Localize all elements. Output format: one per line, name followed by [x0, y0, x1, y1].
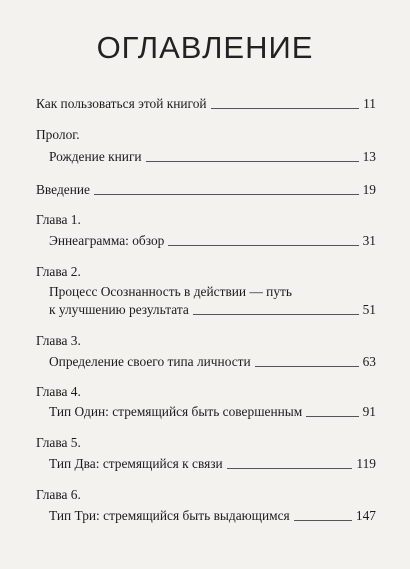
toc-page-number: 91: [362, 404, 376, 419]
toc-entry-title: Эннеаграмма: обзор: [49, 233, 165, 248]
toc-chapter-heading: Глава 6.: [36, 487, 81, 502]
dot-leader: [211, 108, 360, 109]
toc-page-number: 11: [363, 96, 376, 111]
toc-chapter-heading: Глава 1.: [36, 212, 81, 227]
toc-page-number: 19: [362, 182, 376, 197]
toc-page-number: 147: [355, 508, 376, 523]
toc-entry-title: Рождение книги: [49, 149, 142, 164]
toc-entry-title: Определение своего типа личности: [49, 354, 251, 369]
toc-chapter-heading: Глава 2.: [36, 264, 81, 279]
toc-page-number: 13: [362, 149, 376, 164]
dot-leader: [146, 161, 359, 162]
toc-chapter-heading: Глава 3.: [36, 333, 81, 348]
dot-leader: [255, 366, 359, 367]
toc-entry: [36, 182, 376, 198]
toc-page-number: 119: [356, 456, 376, 471]
toc-entry: [49, 456, 376, 472]
toc-entry-title: Введение: [36, 182, 90, 197]
toc-entry: [49, 233, 376, 249]
toc-entry-title: к улучшению результата: [49, 302, 189, 317]
dot-leader: [306, 416, 358, 417]
toc-page-number: 63: [362, 354, 376, 369]
toc-entry-title: Тип Два: стремящийся к связи: [49, 456, 223, 471]
toc-chapter-heading: Глава 4.: [36, 384, 81, 399]
toc-entry: [49, 354, 376, 370]
toc-entry: [36, 96, 376, 112]
dot-leader: [94, 194, 359, 195]
toc-entry-title: Тип Три: стремящийся быть выдающимся: [49, 508, 290, 523]
toc-page-number: 31: [362, 233, 376, 248]
toc-entry-title-line1: Процесс Осознанность в действии — путь: [49, 284, 293, 299]
toc-page-number: 51: [362, 302, 376, 317]
toc-entry: [49, 149, 376, 165]
dot-leader: [193, 314, 359, 315]
toc-entry: [49, 508, 376, 524]
toc-chapter-heading: Глава 5.: [36, 435, 81, 450]
dot-leader: [227, 468, 353, 469]
toc-entry-title: Тип Один: стремящийся быть совершенным: [49, 404, 303, 419]
dot-leader: [294, 520, 352, 521]
page-title: ОГЛАВЛЕНИЕ: [96, 30, 314, 65]
toc-entry: [49, 404, 376, 420]
toc-entry: [49, 302, 376, 318]
toc-entry-title: Как пользоваться этой книгой: [36, 96, 207, 111]
dot-leader: [168, 245, 358, 246]
toc-chapter-heading: Пролог.: [36, 127, 80, 142]
